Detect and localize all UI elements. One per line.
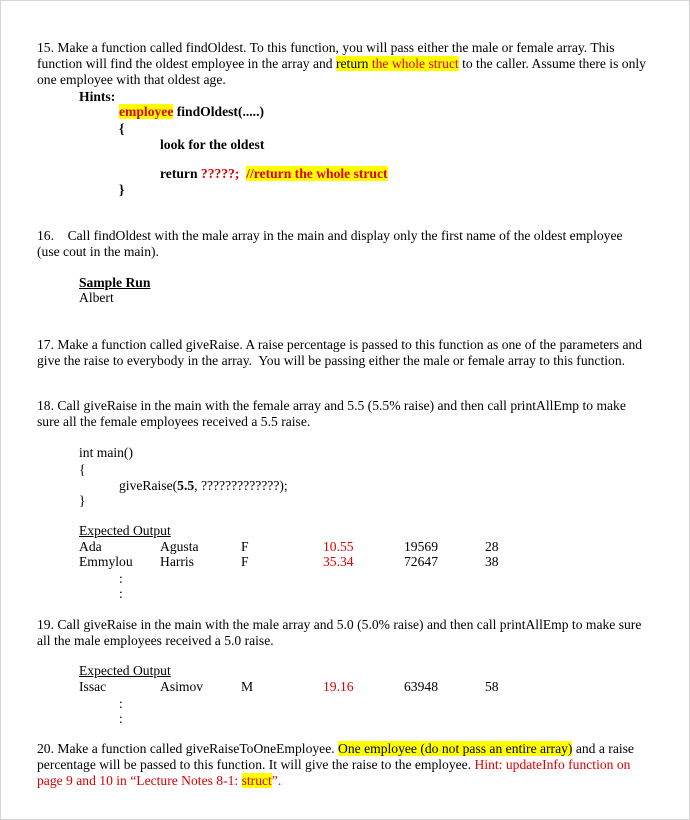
q20-line1-end: and a raise: [572, 741, 634, 756]
q15-line2: [37, 56, 649, 72]
q20-hint-cont: page 9 and 10 in “Lecture Notes 8-1:: [37, 773, 242, 788]
q20-line2: [37, 757, 649, 773]
row-rate: 10.55: [323, 539, 354, 554]
q17-line1: 17. Make a function called giveRaise. A raise percentage is passed to this function as one of the parameters and: [37, 337, 643, 352]
code-question-marks: ?????;: [200, 166, 240, 181]
q15-line1: 15. Make a function called findOldest. To this function, you will pass either the male or female array. This: [37, 40, 615, 55]
ellipsis-dot: :: [119, 711, 123, 726]
q20-highlight-struct: struct: [241, 773, 272, 788]
row-age: 28: [485, 539, 499, 554]
code-call-name: giveRaise(: [119, 478, 178, 493]
q20-line2-text: percentage will be passed to this function. It will give the raise to the employee.: [37, 757, 475, 772]
q19-line1: 19. Call giveRaise in the main with the male array and 5.0 (5.0% raise) and then call printAllEmp to make sure: [37, 617, 642, 632]
code-main-brace-close: }: [79, 493, 86, 508]
code-main-brace-open: {: [79, 462, 86, 477]
row-rate: 19.16: [323, 679, 354, 694]
q18-line2: sure all the female employees received a 5.5 raise.: [37, 414, 311, 429]
q20-text: [37, 741, 649, 789]
q16-line2: (use cout in the main).: [37, 244, 159, 259]
q15-highlight-whole-struct: the whole struct: [368, 56, 459, 71]
row-last-name: Harris: [160, 554, 194, 569]
row-id: 63948: [404, 679, 438, 694]
q20-line1: [37, 741, 649, 757]
row-age: 38: [485, 554, 499, 569]
q20-highlight-one-employee: One employee (do not pass an entire array): [338, 741, 573, 756]
q16-text: [37, 228, 649, 260]
q15-highlight-return: return: [335, 56, 369, 71]
row-last-name: Asimov: [160, 679, 204, 694]
code-look-for-oldest: look for the oldest: [160, 137, 265, 152]
row-first-name: Issac: [79, 679, 107, 694]
q19-line2: all the male employees received a 5.0 raise.: [37, 633, 274, 648]
code-findoldest-signature: [119, 104, 264, 120]
expected-output-label: Expected Output: [79, 523, 171, 538]
row-id: 19569: [404, 539, 438, 554]
q15-line2-text: function will find the oldest employee in the array and: [37, 56, 336, 71]
code-brace-open: {: [119, 121, 125, 136]
hints-label: Hints:: [79, 89, 116, 104]
q20-line1-text: 20. Make a function called giveRaiseToOneEmployee.: [37, 741, 339, 756]
q15-line2-end: to the caller. Assume there is only: [458, 56, 646, 71]
q18-line1: 18. Call giveRaise in the main with the female array and 5.5 (5.5% raise) and then call printAllEmp to make: [37, 398, 626, 413]
ellipsis-dot: :: [119, 571, 123, 586]
sample-run-label: Sample Run: [79, 275, 151, 290]
code-comment: //return the whole struct: [246, 166, 388, 181]
q17-line2: give the raise to everybody in the array. You will be passing either the male or female array to this function.: [37, 353, 626, 368]
row-gender: F: [241, 539, 249, 554]
row-last-name: Agusta: [160, 539, 199, 554]
row-first-name: Emmylou: [79, 554, 133, 569]
row-age: 58: [485, 679, 499, 694]
q20-hint-end: ”.: [271, 773, 282, 788]
q20-hint: Hint: updateInfo function on: [474, 757, 631, 772]
row-rate: 35.34: [323, 554, 354, 569]
expected-output-label: Expected Output: [79, 663, 171, 678]
code-call-arg: 5.5: [177, 478, 195, 493]
q15-text: [37, 40, 649, 88]
q16-line1: 16. Call findOldest with the male array in the main and display only the first name of the oldest employee: [37, 228, 623, 243]
sample-run-value: Albert: [79, 290, 114, 305]
row-gender: M: [241, 679, 254, 694]
row-gender: F: [241, 554, 249, 569]
code-int-main: int main(): [79, 445, 133, 460]
code-signature-text: findOldest(.....): [173, 104, 264, 119]
code-type-employee: employee: [119, 104, 174, 119]
code-return-line: [160, 166, 388, 182]
ellipsis-dot: :: [119, 586, 123, 601]
q18-text: [37, 398, 649, 430]
q17-text: [37, 337, 649, 369]
code-call-rest: , ?????????????);: [194, 478, 288, 493]
code-giveraise-call: [119, 478, 288, 494]
q20-line3: [37, 773, 649, 789]
code-return-keyword: return: [160, 166, 201, 181]
q19-text: [37, 617, 649, 649]
ellipsis-dot: :: [119, 696, 123, 711]
row-first-name: Ada: [79, 539, 102, 554]
row-id: 72647: [404, 554, 438, 569]
q15-line3: one employee with that oldest age.: [37, 72, 226, 87]
code-brace-close: }: [119, 182, 125, 197]
